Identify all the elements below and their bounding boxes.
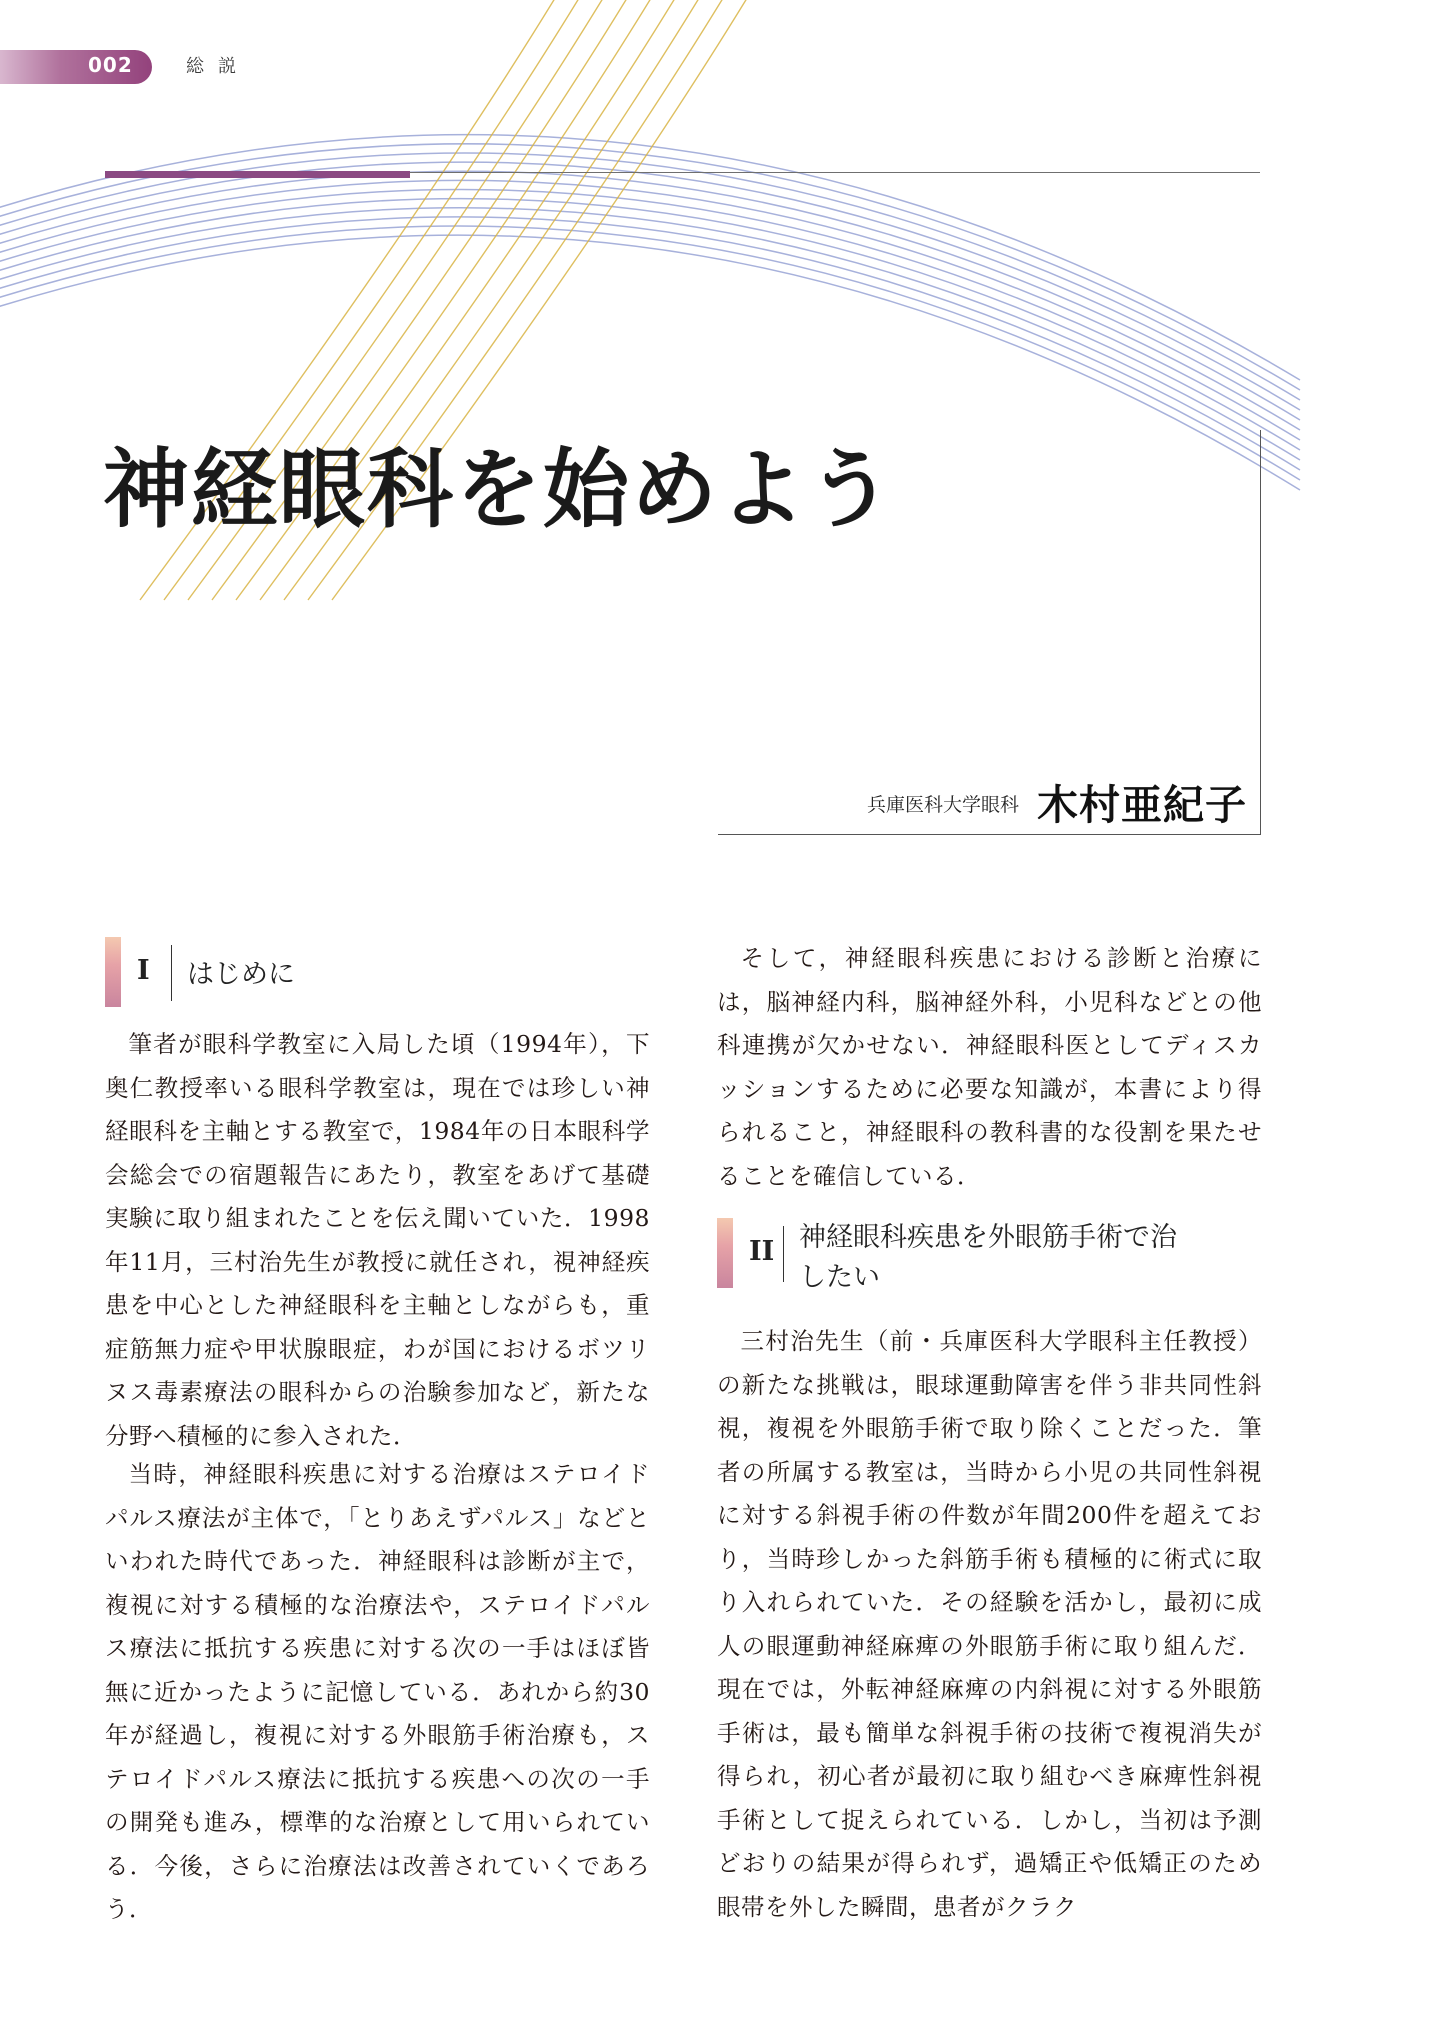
section-number: II (749, 1236, 775, 1267)
paragraph: そして，神経眼科疾患における診断と治療には，脳神経内科，脳神経外科，小児科などとの他科連携が欠かせない．神経眼科医としてディスカッションするために必要な知識が，本書により得られること，神経眼科の教科書的な役割を果たせることを確信している． (717, 944, 1262, 1190)
paragraph: 当時，神経眼科疾患に対する治療はステロイドパルス療法が主体で，「とりあえずパルス」などといわれた時代であった．神経眼科は診断が主で，複視に対する積極的な治療法や，ステロイドパルス療法に抵抗する疾患に対する次の一手はほぼ皆無に近かったように記憶している．あれから約30年が経過し，複視に対する外眼筋手術治療も，ステロイドパルス療法に抵抗する疾患への次の一手の開発も進み，標準的な治療として用いられている．今後，さらに治療法は改善されていくであろう． (105, 1460, 650, 1923)
heading-bar (717, 1218, 733, 1288)
header-artwork (0, 0, 1434, 820)
paragraph: 三村治先生（前・兵庫医科大学眼科主任教授）の新たな挑戦は，眼球運動障害を伴う非共同性斜視，複視を外眼筋手術で取り除くことだった．筆者の所属する教室は，当時から小児の共同性斜視に対する斜視手術の件数が年間200件を超えており，当時珍しかった斜筋手術も積極的に術式に取り入れられていた．その経験を活かし，最初に成人の眼運動神経麻痺の外眼筋手術に取り組んだ．現在では，外転神経麻痺の内斜視に対する外眼筋手術は，最も簡単な斜視手術の技術で複視消失が得られ，初心者が最初に取り組むべき麻痺性斜視手術として捉えられている．しかし，当初は予測どおりの結果が得られず，過矯正や低矯正のため眼帯を外した瞬間，患者がクラク (717, 1327, 1262, 1921)
paragraph: 筆者が眼科学教室に入局した頃（1994年），下奥仁教授率いる眼科学教室は，現在では珍しい神経眼科を主軸とする教室で，1984年の日本眼科学会総会での宿題報告にあたり，教室をあげて基礎実験に取り組まれたことを伝え聞いていた．1998年11月，三村治先生が教授に就任され，視神経疾患を中心とした神経眼科を主軸としながらも，重症筋無力症や甲状腺眼症，わが国におけるボツリヌス毒素療法の眼科からの治験参加など，新たな分野へ積極的に参入された． (105, 1030, 650, 1450)
title-frame-vertical (1260, 430, 1261, 835)
heading-divider (783, 1226, 784, 1282)
header-accent-rule (105, 171, 410, 178)
article-title: 神経眼科を始めよう (103, 440, 895, 540)
section-number: I (137, 955, 150, 986)
heading-bar (105, 937, 121, 1007)
purple-burst-graphic (0, 0, 540, 780)
section-heading-text: 神経眼科疾患を外眼筋手術で治したい (799, 1222, 1177, 1293)
heading-divider (171, 945, 172, 1001)
author-affiliation: 兵庫医科大学眼科 (866, 794, 1019, 816)
section-heading-text: はじめに (187, 959, 295, 990)
section-label: 総説 (186, 56, 250, 77)
page-number: 002 (88, 53, 133, 77)
author-name: 木村亜紀子 (1037, 781, 1247, 829)
title-frame-horizontal (718, 834, 1261, 835)
